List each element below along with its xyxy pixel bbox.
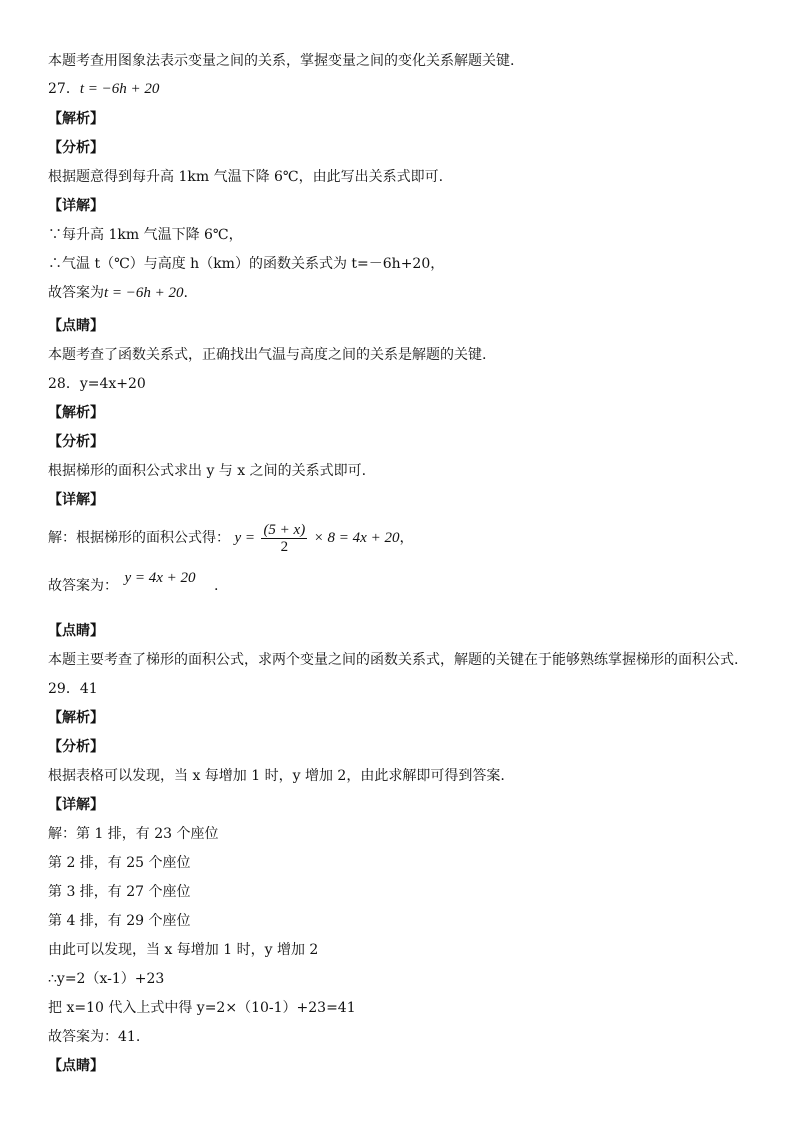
period: . bbox=[183, 285, 188, 301]
formula: t = −6h + 20 bbox=[104, 285, 184, 301]
answer-prefix: 故答案为： bbox=[48, 578, 118, 594]
text-line: 根据题意得到每升高 1km 气温下降 6℃，由此写出关系式即可. bbox=[48, 169, 444, 185]
section-heading: 【解析】 bbox=[48, 111, 104, 127]
section-heading: 【详解】 bbox=[48, 797, 104, 813]
section-heading: 【分析】 bbox=[48, 140, 104, 156]
section-heading: 【点睛】 bbox=[48, 318, 104, 334]
formula: t = −6h + 20 bbox=[79, 81, 160, 97]
text-line: 解：根据梯形的面积公式得： bbox=[48, 530, 230, 546]
answer-27 bbox=[48, 80, 159, 98]
answer-prefix: 故答案为 bbox=[48, 285, 104, 301]
fraction bbox=[261, 522, 307, 555]
text-line: 本题考查了函数关系式，正确找出气温与高度之间的关系是解题的关键. bbox=[48, 347, 487, 363]
text-line: 由此可以发现，当 x 每增加 1 时，y 增加 2 bbox=[48, 942, 319, 958]
answer-28: 28．y=4x+20 bbox=[48, 376, 146, 392]
text-line: 把 x=10 代入上式中得 y=2×（10-1）+23=41 bbox=[48, 1000, 356, 1016]
section-heading: 【解析】 bbox=[48, 710, 104, 726]
fraction-line bbox=[48, 518, 413, 558]
section-heading: 【分析】 bbox=[48, 739, 104, 755]
answer-29: 29．41 bbox=[48, 681, 98, 697]
section-heading: 【详解】 bbox=[48, 198, 104, 214]
text-line: 根据梯形的面积公式求出 y 与 x 之间的关系式即可. bbox=[48, 463, 367, 479]
section-heading: 【点睛】 bbox=[48, 1058, 104, 1074]
section-heading: 【解析】 bbox=[48, 405, 104, 421]
text-line: 第 2 排，有 25 个座位 bbox=[48, 855, 191, 871]
section-heading: 【点睛】 bbox=[48, 623, 104, 639]
section-heading: 【分析】 bbox=[48, 434, 104, 450]
period: . bbox=[213, 578, 219, 594]
answer-line bbox=[48, 572, 218, 600]
formula-rhs: × 8 = 4x + 20 bbox=[313, 530, 400, 546]
text-line: 根据表格可以发现，当 x 每增加 1 时，y 增加 2，由此求解即可得到答案. bbox=[48, 768, 505, 784]
text-line: 解：第 1 排，有 23 个座位 bbox=[48, 826, 219, 842]
text-line: 故答案为：41. bbox=[48, 1029, 141, 1045]
text-line: 本题考查用图象法表示变量之间的关系，掌握变量之间的变化关系解题关键. bbox=[48, 53, 515, 69]
section-heading: 【详解】 bbox=[48, 492, 104, 508]
text-line: ∴气温 t（℃）与高度 h（km）的函数关系式为 t=－6h+20， bbox=[48, 256, 445, 272]
text-line: 本题主要考查了梯形的面积公式，求两个变量之间的函数关系式，解题的关键在于能够熟练掌握梯形的面积公式. bbox=[48, 652, 739, 668]
comma: ， bbox=[399, 530, 414, 546]
text-line: 第 4 排，有 29 个座位 bbox=[48, 913, 191, 929]
fraction-denominator: 2 bbox=[280, 538, 289, 555]
formula-lhs: y = bbox=[234, 530, 255, 546]
formula: y = 4x + 20 bbox=[124, 570, 196, 586]
text-line: 第 3 排，有 27 个座位 bbox=[48, 884, 191, 900]
text-line: ∴y=2（x-1）+23 bbox=[48, 971, 165, 987]
answer-line bbox=[48, 284, 188, 302]
fraction-numerator: (5 + x) bbox=[263, 521, 306, 538]
question-number: 27． bbox=[48, 81, 80, 97]
text-line: ∵每升高 1km 气温下降 6℃， bbox=[48, 227, 243, 243]
